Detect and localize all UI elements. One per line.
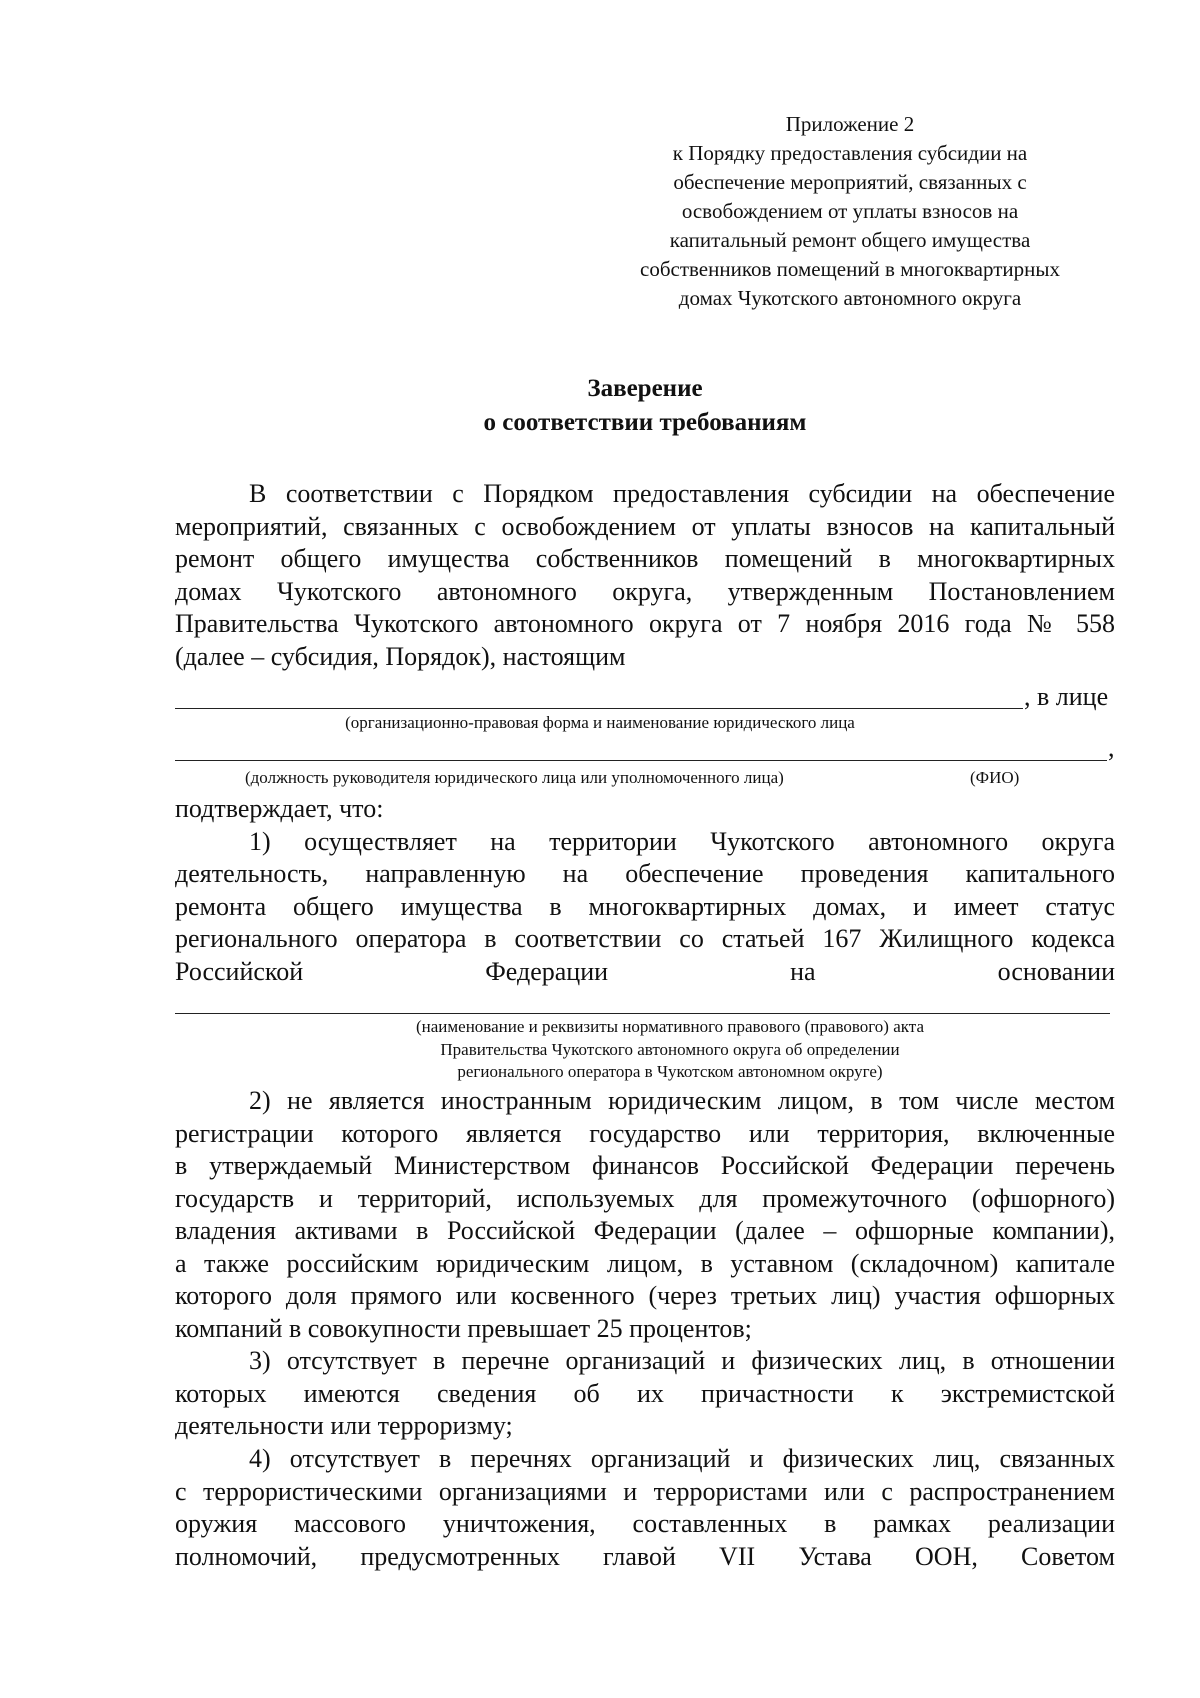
org-name-field[interactable] (175, 708, 1023, 709)
item-line: деятельность, направленную на обеспечение проведения капитального (175, 859, 1115, 888)
item-3 (175, 1345, 1115, 1443)
intro-line: В соответствии с Порядком предоставления субсидии на обеспечение (249, 479, 1115, 508)
item-line: 2) не является иностранным юридическим лицом, в том числе местом (249, 1086, 1115, 1115)
item-line: регистрации которого является государство или территория, включенные (175, 1118, 1115, 1148)
appendix-line: к Порядку предоставления субсидии на (672, 141, 1028, 165)
appendix-line: домах Чукотского автономного округа (678, 286, 1022, 310)
item-line: компаний в совокупности превышает 25 процентов; (175, 1313, 752, 1343)
item-line: с террористическими организациями и террористами или с распространением (175, 1476, 1115, 1506)
item-line: государств и территорий, используемых для промежуточного (офшорного) (175, 1183, 1115, 1213)
field-suffix: , в лице (1024, 682, 1109, 711)
item-line: в утверждаемый Министерством финансов Российской Федерации перечень (175, 1151, 1115, 1180)
item-line: 1) осуществляет на территории Чукотского автономного округа (249, 826, 1115, 856)
appendix-line: собственников помещений в многоквартирных (640, 257, 1060, 281)
item-line: а также российским юридическим лицом, в уставном (складочном) капитале (175, 1248, 1115, 1278)
representative-field[interactable] (175, 760, 1107, 761)
legal-act-caption (310, 1016, 1030, 1084)
item-line: владения активами в Российской Федерации (далее – офшорные компании), (175, 1216, 1115, 1245)
item-line: которых имеются сведения об их причастности к экстремистской (175, 1378, 1115, 1408)
intro-paragraph (175, 478, 1115, 673)
appendix-line: капитальный ремонт общего имущества (669, 228, 1031, 252)
item-line: которого доля прямого или косвенного (через третьих лиц) участия офшорных (175, 1281, 1115, 1310)
appendix-line: обеспечение мероприятий, связанных с (673, 170, 1027, 194)
field-suffix: , (1108, 733, 1115, 762)
item-line: 3) отсутствует в перечне организаций и физических лиц, в отношении (249, 1346, 1115, 1375)
item-2 (175, 1085, 1115, 1345)
item-line: деятельности или терроризму; (175, 1411, 513, 1440)
item-1 (175, 793, 1115, 988)
caption-line: (наименование и реквизиты нормативного правового (правового) акта (416, 1017, 924, 1036)
position-caption: (должность руководителя юридического лица или уполномоченного лица) (245, 768, 784, 787)
intro-line: мероприятий, связанных с освобождением от уплаты взносов на капитальный (175, 511, 1115, 541)
item-line: Российской Федерации на основании (175, 956, 1115, 986)
item-4 (175, 1443, 1115, 1573)
fio-caption: (ФИО) (970, 768, 1020, 787)
item-line: полномочий, предусмотренных главой VII Устава ООН, Советом (175, 1541, 1115, 1571)
document-title (0, 372, 1200, 440)
item-line: ремонта общего имущества в многоквартирных домах, и имеет статус (175, 891, 1115, 921)
legal-act-field[interactable] (175, 1013, 1110, 1014)
appendix-line: освобождением от уплаты взносов на (681, 199, 1019, 223)
title-line: Заверение (587, 375, 703, 402)
org-name-caption: (организационно-правовая форма и наименование юридического лица (345, 713, 855, 732)
caption-line: регионального оператора в Чукотском автономном округе) (457, 1062, 883, 1081)
item-line: 4) отсутствует в перечнях организаций и физических лиц, связанных (249, 1444, 1115, 1473)
intro-line: (далее – субсидия, Порядок), настоящим (175, 641, 626, 671)
item-line: регионального оператора в соответствии со статьей 167 Жилищного кодекса (175, 924, 1115, 953)
item-line: оружия массового уничтожения, составленных в рамках реализации (175, 1509, 1115, 1538)
appendix-line: Приложение 2 (785, 112, 915, 136)
intro-line: ремонт общего имущества собственников помещений в многоквартирных (175, 544, 1115, 573)
caption-line: Правительства Чукотского автономного округа об определении (440, 1039, 900, 1059)
title-line: о соответствии требованиям (483, 409, 807, 436)
appendix-header (600, 110, 1100, 313)
confirms-label: подтверждает, что: (175, 794, 384, 823)
intro-line: домах Чукотского автономного округа, утвержденным Постановлением (175, 576, 1115, 606)
intro-line: Правительства Чукотского автономного округа от 7 ноября 2016 года № 558 (175, 609, 1115, 638)
